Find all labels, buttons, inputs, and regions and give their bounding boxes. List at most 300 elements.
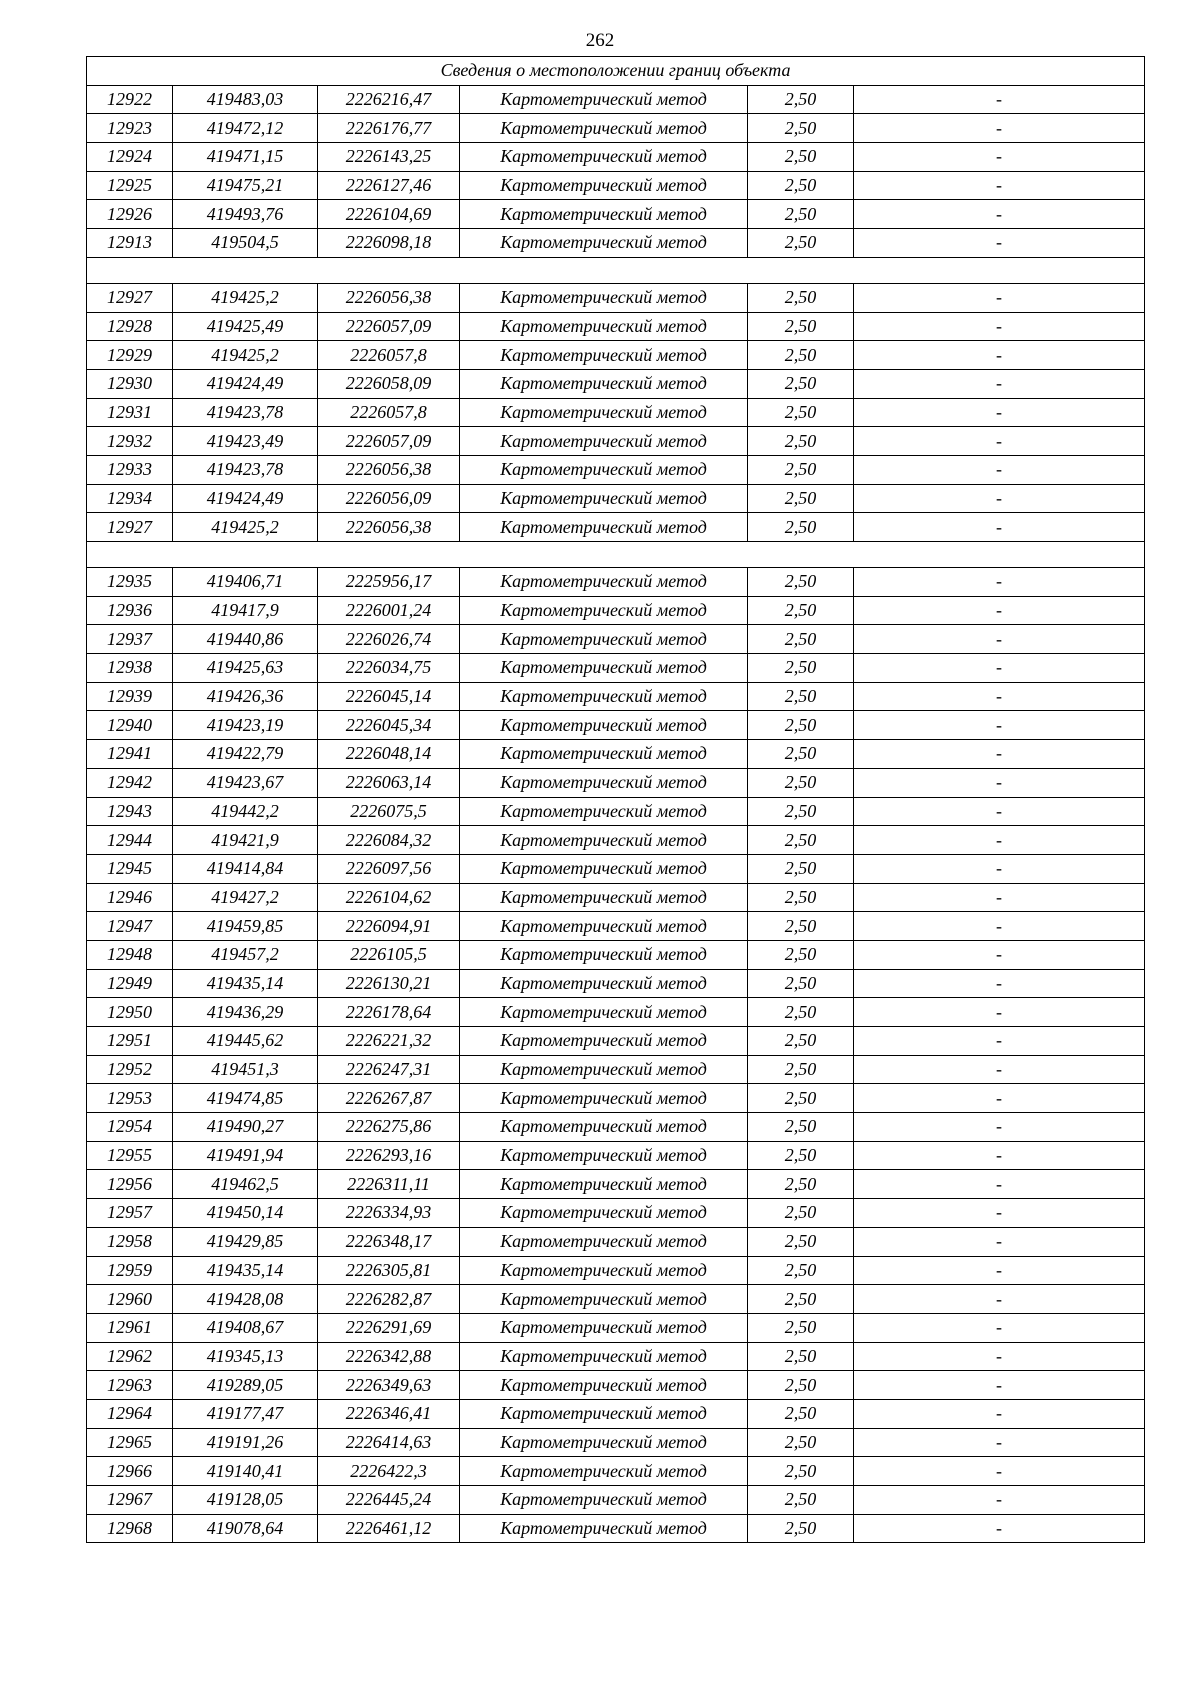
y-coordinate-cell: 2226247,31 <box>318 1055 460 1084</box>
table-body <box>87 57 1145 1543</box>
table-row <box>87 740 1145 769</box>
y-coordinate-cell: 2226127,46 <box>318 171 460 200</box>
accuracy-cell: 2,50 <box>748 1285 854 1314</box>
point-number-cell: 12925 <box>87 171 173 200</box>
description-cell: - <box>854 312 1145 341</box>
table-row <box>87 1399 1145 1428</box>
accuracy-cell: 2,50 <box>748 826 854 855</box>
method-cell: Картометрический метод <box>460 1285 748 1314</box>
y-coordinate-cell: 2226349,63 <box>318 1371 460 1400</box>
description-cell: - <box>854 513 1145 542</box>
table-row <box>87 883 1145 912</box>
table-row <box>87 85 1145 114</box>
point-number-cell: 12953 <box>87 1084 173 1113</box>
description-cell: - <box>854 1428 1145 1457</box>
accuracy-cell: 2,50 <box>748 1170 854 1199</box>
x-coordinate-cell: 419191,26 <box>173 1428 318 1457</box>
x-coordinate-cell: 419426,36 <box>173 682 318 711</box>
table-row <box>87 1027 1145 1056</box>
point-number-cell: 12955 <box>87 1141 173 1170</box>
table-row <box>87 625 1145 654</box>
x-coordinate-cell: 419436,29 <box>173 998 318 1027</box>
y-coordinate-cell: 2226057,8 <box>318 341 460 370</box>
description-cell: - <box>854 940 1145 969</box>
description-cell: - <box>854 85 1145 114</box>
accuracy-cell: 2,50 <box>748 1027 854 1056</box>
table-row <box>87 513 1145 542</box>
accuracy-cell: 2,50 <box>748 200 854 229</box>
method-cell: Картометрический метод <box>460 200 748 229</box>
y-coordinate-cell: 2226130,21 <box>318 969 460 998</box>
point-number-cell: 12933 <box>87 455 173 484</box>
y-coordinate-cell: 2225956,17 <box>318 568 460 597</box>
x-coordinate-cell: 419450,14 <box>173 1199 318 1228</box>
y-coordinate-cell: 2226057,8 <box>318 398 460 427</box>
x-coordinate-cell: 419177,47 <box>173 1399 318 1428</box>
description-cell: - <box>854 854 1145 883</box>
accuracy-cell: 2,50 <box>748 740 854 769</box>
accuracy-cell: 2,50 <box>748 1199 854 1228</box>
table-row <box>87 1486 1145 1515</box>
point-number-cell: 12938 <box>87 654 173 683</box>
y-coordinate-cell: 2226275,86 <box>318 1113 460 1142</box>
point-number-cell: 12930 <box>87 369 173 398</box>
y-coordinate-cell: 2226291,69 <box>318 1313 460 1342</box>
x-coordinate-cell: 419471,15 <box>173 143 318 172</box>
table-row <box>87 1371 1145 1400</box>
point-number-cell: 12960 <box>87 1285 173 1314</box>
point-number-cell: 12936 <box>87 596 173 625</box>
point-number-cell: 12957 <box>87 1199 173 1228</box>
table-row <box>87 682 1145 711</box>
table-title-row <box>87 57 1145 86</box>
point-number-cell: 12934 <box>87 484 173 513</box>
description-cell: - <box>854 1170 1145 1199</box>
point-number-cell: 12927 <box>87 283 173 312</box>
point-number-cell: 12959 <box>87 1256 173 1285</box>
point-number-cell: 12943 <box>87 797 173 826</box>
method-cell: Картометрический метод <box>460 114 748 143</box>
table-row <box>87 1084 1145 1113</box>
table-row <box>87 229 1145 258</box>
method-cell: Картометрический метод <box>460 1256 748 1285</box>
method-cell: Картометрический метод <box>460 1055 748 1084</box>
point-number-cell: 12962 <box>87 1342 173 1371</box>
x-coordinate-cell: 419425,2 <box>173 283 318 312</box>
accuracy-cell: 2,50 <box>748 797 854 826</box>
table-row <box>87 711 1145 740</box>
y-coordinate-cell: 2226057,09 <box>318 427 460 456</box>
table-row <box>87 1285 1145 1314</box>
y-coordinate-cell: 2226097,56 <box>318 854 460 883</box>
table-row <box>87 283 1145 312</box>
method-cell: Картометрический метод <box>460 1027 748 1056</box>
x-coordinate-cell: 419417,9 <box>173 596 318 625</box>
table-row <box>87 568 1145 597</box>
y-coordinate-cell: 2226056,38 <box>318 283 460 312</box>
x-coordinate-cell: 419451,3 <box>173 1055 318 1084</box>
accuracy-cell: 2,50 <box>748 114 854 143</box>
point-number-cell: 12948 <box>87 940 173 969</box>
method-cell: Картометрический метод <box>460 1399 748 1428</box>
point-number-cell: 12952 <box>87 1055 173 1084</box>
x-coordinate-cell: 419406,71 <box>173 568 318 597</box>
method-cell: Картометрический метод <box>460 711 748 740</box>
table-row <box>87 1313 1145 1342</box>
group-separator-row <box>87 542 1145 568</box>
point-number-cell: 12967 <box>87 1486 173 1515</box>
x-coordinate-cell: 419428,08 <box>173 1285 318 1314</box>
y-coordinate-cell: 2226056,38 <box>318 513 460 542</box>
table-row <box>87 312 1145 341</box>
description-cell: - <box>854 768 1145 797</box>
point-number-cell: 12928 <box>87 312 173 341</box>
description-cell: - <box>854 455 1145 484</box>
y-coordinate-cell: 2226057,09 <box>318 312 460 341</box>
x-coordinate-cell: 419423,19 <box>173 711 318 740</box>
table-row <box>87 455 1145 484</box>
accuracy-cell: 2,50 <box>748 883 854 912</box>
description-cell: - <box>854 711 1145 740</box>
method-cell: Картометрический метод <box>460 398 748 427</box>
table-row <box>87 171 1145 200</box>
method-cell: Картометрический метод <box>460 427 748 456</box>
table-row <box>87 1227 1145 1256</box>
method-cell: Картометрический метод <box>460 1141 748 1170</box>
method-cell: Картометрический метод <box>460 1199 748 1228</box>
description-cell: - <box>854 229 1145 258</box>
method-cell: Картометрический метод <box>460 171 748 200</box>
x-coordinate-cell: 419475,21 <box>173 171 318 200</box>
description-cell: - <box>854 1055 1145 1084</box>
point-number-cell: 12963 <box>87 1371 173 1400</box>
accuracy-cell: 2,50 <box>748 596 854 625</box>
x-coordinate-cell: 419425,2 <box>173 513 318 542</box>
accuracy-cell: 2,50 <box>748 1514 854 1543</box>
y-coordinate-cell: 2226305,81 <box>318 1256 460 1285</box>
accuracy-cell: 2,50 <box>748 711 854 740</box>
description-cell: - <box>854 427 1145 456</box>
method-cell: Картометрический метод <box>460 969 748 998</box>
y-coordinate-cell: 2226045,34 <box>318 711 460 740</box>
accuracy-cell: 2,50 <box>748 1428 854 1457</box>
table-row <box>87 1457 1145 1486</box>
table-row <box>87 998 1145 1027</box>
method-cell: Картометрический метод <box>460 1457 748 1486</box>
y-coordinate-cell: 2226445,24 <box>318 1486 460 1515</box>
y-coordinate-cell: 2226414,63 <box>318 1428 460 1457</box>
y-coordinate-cell: 2226104,62 <box>318 883 460 912</box>
table-row <box>87 654 1145 683</box>
method-cell: Картометрический метод <box>460 1371 748 1400</box>
y-coordinate-cell: 2226422,3 <box>318 1457 460 1486</box>
description-cell: - <box>854 1227 1145 1256</box>
method-cell: Картометрический метод <box>460 312 748 341</box>
point-number-cell: 12945 <box>87 854 173 883</box>
table-row <box>87 912 1145 941</box>
x-coordinate-cell: 419445,62 <box>173 1027 318 1056</box>
x-coordinate-cell: 419414,84 <box>173 854 318 883</box>
accuracy-cell: 2,50 <box>748 682 854 711</box>
method-cell: Картометрический метод <box>460 568 748 597</box>
description-cell: - <box>854 1371 1145 1400</box>
x-coordinate-cell: 419462,5 <box>173 1170 318 1199</box>
description-cell: - <box>854 1027 1145 1056</box>
accuracy-cell: 2,50 <box>748 1486 854 1515</box>
x-coordinate-cell: 419442,2 <box>173 797 318 826</box>
boundary-coordinates-table <box>86 56 1145 1543</box>
method-cell: Картометрический метод <box>460 740 748 769</box>
method-cell: Картометрический метод <box>460 883 748 912</box>
description-cell: - <box>854 883 1145 912</box>
method-cell: Картометрический метод <box>460 1227 748 1256</box>
y-coordinate-cell: 2226058,09 <box>318 369 460 398</box>
method-cell: Картометрический метод <box>460 1428 748 1457</box>
description-cell: - <box>854 912 1145 941</box>
y-coordinate-cell: 2226104,69 <box>318 200 460 229</box>
accuracy-cell: 2,50 <box>748 854 854 883</box>
accuracy-cell: 2,50 <box>748 427 854 456</box>
method-cell: Картометрический метод <box>460 912 748 941</box>
description-cell: - <box>854 171 1145 200</box>
accuracy-cell: 2,50 <box>748 1113 854 1142</box>
accuracy-cell: 2,50 <box>748 1457 854 1486</box>
description-cell: - <box>854 398 1145 427</box>
point-number-cell: 12950 <box>87 998 173 1027</box>
table-row <box>87 114 1145 143</box>
y-coordinate-cell: 2226216,47 <box>318 85 460 114</box>
accuracy-cell: 2,50 <box>748 625 854 654</box>
description-cell: - <box>854 682 1145 711</box>
table-row <box>87 484 1145 513</box>
y-coordinate-cell: 2226221,32 <box>318 1027 460 1056</box>
method-cell: Картометрический метод <box>460 768 748 797</box>
y-coordinate-cell: 2226056,38 <box>318 455 460 484</box>
table-row <box>87 200 1145 229</box>
accuracy-cell: 2,50 <box>748 283 854 312</box>
method-cell: Картометрический метод <box>460 654 748 683</box>
y-coordinate-cell: 2226056,09 <box>318 484 460 513</box>
description-cell: - <box>854 484 1145 513</box>
description-cell: - <box>854 1399 1145 1428</box>
method-cell: Картометрический метод <box>460 1113 748 1142</box>
accuracy-cell: 2,50 <box>748 143 854 172</box>
method-cell: Картометрический метод <box>460 682 748 711</box>
description-cell: - <box>854 826 1145 855</box>
table-row <box>87 1342 1145 1371</box>
point-number-cell: 12940 <box>87 711 173 740</box>
table-row <box>87 969 1145 998</box>
table-row <box>87 398 1145 427</box>
y-coordinate-cell: 2226105,5 <box>318 940 460 969</box>
method-cell: Картометрический метод <box>460 854 748 883</box>
group-separator-cell <box>87 542 1145 568</box>
point-number-cell: 12949 <box>87 969 173 998</box>
table-row <box>87 1256 1145 1285</box>
x-coordinate-cell: 419421,9 <box>173 826 318 855</box>
point-number-cell: 12954 <box>87 1113 173 1142</box>
table-row <box>87 427 1145 456</box>
method-cell: Картометрический метод <box>460 998 748 1027</box>
method-cell: Картометрический метод <box>460 596 748 625</box>
description-cell: - <box>854 969 1145 998</box>
description-cell: - <box>854 1313 1145 1342</box>
accuracy-cell: 2,50 <box>748 998 854 1027</box>
y-coordinate-cell: 2226282,87 <box>318 1285 460 1314</box>
description-cell: - <box>854 797 1145 826</box>
x-coordinate-cell: 419493,76 <box>173 200 318 229</box>
accuracy-cell: 2,50 <box>748 654 854 683</box>
accuracy-cell: 2,50 <box>748 1256 854 1285</box>
table-row <box>87 940 1145 969</box>
y-coordinate-cell: 2226342,88 <box>318 1342 460 1371</box>
point-number-cell: 12956 <box>87 1170 173 1199</box>
accuracy-cell: 2,50 <box>748 369 854 398</box>
table-row <box>87 143 1145 172</box>
method-cell: Картометрический метод <box>460 513 748 542</box>
x-coordinate-cell: 419435,14 <box>173 969 318 998</box>
accuracy-cell: 2,50 <box>748 1399 854 1428</box>
method-cell: Картометрический метод <box>460 1170 748 1199</box>
accuracy-cell: 2,50 <box>748 1084 854 1113</box>
x-coordinate-cell: 419423,78 <box>173 398 318 427</box>
point-number-cell: 12935 <box>87 568 173 597</box>
y-coordinate-cell: 2226026,74 <box>318 625 460 654</box>
point-number-cell: 12926 <box>87 200 173 229</box>
table-row <box>87 768 1145 797</box>
method-cell: Картометрический метод <box>460 369 748 398</box>
x-coordinate-cell: 419435,14 <box>173 1256 318 1285</box>
accuracy-cell: 2,50 <box>748 398 854 427</box>
x-coordinate-cell: 419425,2 <box>173 341 318 370</box>
description-cell: - <box>854 1113 1145 1142</box>
group-separator-cell <box>87 257 1145 283</box>
description-cell: - <box>854 654 1145 683</box>
method-cell: Картометрический метод <box>460 826 748 855</box>
accuracy-cell: 2,50 <box>748 1313 854 1342</box>
accuracy-cell: 2,50 <box>748 1141 854 1170</box>
description-cell: - <box>854 283 1145 312</box>
point-number-cell: 12958 <box>87 1227 173 1256</box>
description-cell: - <box>854 341 1145 370</box>
y-coordinate-cell: 2226311,11 <box>318 1170 460 1199</box>
point-number-cell: 12922 <box>87 85 173 114</box>
group-separator-row <box>87 257 1145 283</box>
description-cell: - <box>854 1514 1145 1543</box>
table-row <box>87 1141 1145 1170</box>
x-coordinate-cell: 419128,05 <box>173 1486 318 1515</box>
accuracy-cell: 2,50 <box>748 312 854 341</box>
boundary-table-sheet <box>86 56 1144 1543</box>
y-coordinate-cell: 2226293,16 <box>318 1141 460 1170</box>
y-coordinate-cell: 2226034,75 <box>318 654 460 683</box>
x-coordinate-cell: 419140,41 <box>173 1457 318 1486</box>
point-number-cell: 12939 <box>87 682 173 711</box>
x-coordinate-cell: 419423,67 <box>173 768 318 797</box>
table-row <box>87 826 1145 855</box>
table-row <box>87 1514 1145 1543</box>
description-cell: - <box>854 1342 1145 1371</box>
description-cell: - <box>854 1141 1145 1170</box>
description-cell: - <box>854 568 1145 597</box>
point-number-cell: 12944 <box>87 826 173 855</box>
point-number-cell: 12923 <box>87 114 173 143</box>
y-coordinate-cell: 2226098,18 <box>318 229 460 258</box>
point-number-cell: 12942 <box>87 768 173 797</box>
y-coordinate-cell: 2226348,17 <box>318 1227 460 1256</box>
accuracy-cell: 2,50 <box>748 912 854 941</box>
accuracy-cell: 2,50 <box>748 484 854 513</box>
y-coordinate-cell: 2226094,91 <box>318 912 460 941</box>
x-coordinate-cell: 419289,05 <box>173 1371 318 1400</box>
y-coordinate-cell: 2226045,14 <box>318 682 460 711</box>
x-coordinate-cell: 419422,79 <box>173 740 318 769</box>
x-coordinate-cell: 419425,63 <box>173 654 318 683</box>
y-coordinate-cell: 2226084,32 <box>318 826 460 855</box>
y-coordinate-cell: 2226178,64 <box>318 998 460 1027</box>
y-coordinate-cell: 2226334,93 <box>318 1199 460 1228</box>
table-row <box>87 1113 1145 1142</box>
y-coordinate-cell: 2226048,14 <box>318 740 460 769</box>
accuracy-cell: 2,50 <box>748 341 854 370</box>
point-number-cell: 12929 <box>87 341 173 370</box>
x-coordinate-cell: 419491,94 <box>173 1141 318 1170</box>
accuracy-cell: 2,50 <box>748 768 854 797</box>
description-cell: - <box>854 114 1145 143</box>
method-cell: Картометрический метод <box>460 797 748 826</box>
method-cell: Картометрический метод <box>460 1342 748 1371</box>
method-cell: Картометрический метод <box>460 484 748 513</box>
method-cell: Картометрический метод <box>460 283 748 312</box>
x-coordinate-cell: 419423,49 <box>173 427 318 456</box>
description-cell: - <box>854 369 1145 398</box>
description-cell: - <box>854 740 1145 769</box>
method-cell: Картометрический метод <box>460 1514 748 1543</box>
accuracy-cell: 2,50 <box>748 513 854 542</box>
table-title: Сведения о местоположении границ объекта <box>87 57 1145 86</box>
y-coordinate-cell: 2226001,24 <box>318 596 460 625</box>
x-coordinate-cell: 419483,03 <box>173 85 318 114</box>
table-row <box>87 596 1145 625</box>
accuracy-cell: 2,50 <box>748 969 854 998</box>
accuracy-cell: 2,50 <box>748 171 854 200</box>
y-coordinate-cell: 2226075,5 <box>318 797 460 826</box>
table-row <box>87 1055 1145 1084</box>
table-row <box>87 797 1145 826</box>
accuracy-cell: 2,50 <box>748 455 854 484</box>
x-coordinate-cell: 419423,78 <box>173 455 318 484</box>
x-coordinate-cell: 419429,85 <box>173 1227 318 1256</box>
point-number-cell: 12924 <box>87 143 173 172</box>
method-cell: Картометрический метод <box>460 229 748 258</box>
y-coordinate-cell: 2226063,14 <box>318 768 460 797</box>
accuracy-cell: 2,50 <box>748 1371 854 1400</box>
x-coordinate-cell: 419345,13 <box>173 1342 318 1371</box>
point-number-cell: 12966 <box>87 1457 173 1486</box>
x-coordinate-cell: 419427,2 <box>173 883 318 912</box>
accuracy-cell: 2,50 <box>748 1342 854 1371</box>
accuracy-cell: 2,50 <box>748 568 854 597</box>
x-coordinate-cell: 419440,86 <box>173 625 318 654</box>
x-coordinate-cell: 419504,5 <box>173 229 318 258</box>
description-cell: - <box>854 1285 1145 1314</box>
y-coordinate-cell: 2226176,77 <box>318 114 460 143</box>
y-coordinate-cell: 2226461,12 <box>318 1514 460 1543</box>
method-cell: Картометрический метод <box>460 143 748 172</box>
table-row <box>87 341 1145 370</box>
description-cell: - <box>854 1457 1145 1486</box>
accuracy-cell: 2,50 <box>748 1055 854 1084</box>
